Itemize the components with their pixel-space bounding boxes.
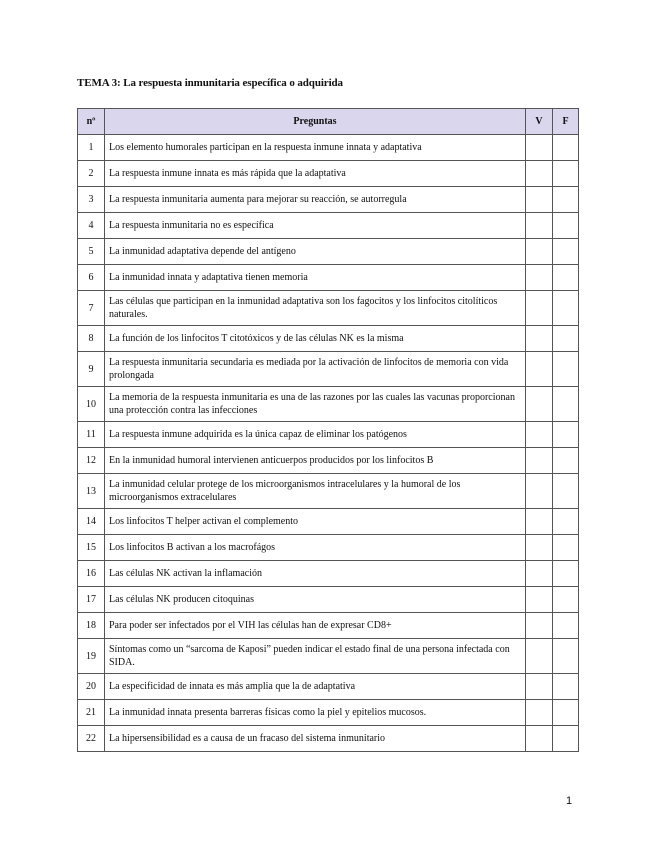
answer-true-cell[interactable] xyxy=(526,326,553,352)
answer-true-cell[interactable] xyxy=(526,587,553,613)
table-header-row xyxy=(78,109,579,135)
answer-true-cell[interactable] xyxy=(526,422,553,448)
answer-false-cell[interactable] xyxy=(553,639,579,674)
row-number: 5 xyxy=(78,239,105,265)
table-row xyxy=(78,213,579,239)
answer-true-cell[interactable] xyxy=(526,674,553,700)
answer-true-cell[interactable] xyxy=(526,613,553,639)
row-number: 20 xyxy=(78,674,105,700)
table-row xyxy=(78,561,579,587)
answer-false-cell[interactable] xyxy=(553,474,579,509)
answer-true-cell[interactable] xyxy=(526,161,553,187)
answer-true-cell[interactable] xyxy=(526,509,553,535)
table-row xyxy=(78,422,579,448)
table-row xyxy=(78,674,579,700)
answer-true-cell[interactable] xyxy=(526,700,553,726)
answer-false-cell[interactable] xyxy=(553,613,579,639)
question-text: Las células NK activan la inflamación xyxy=(105,561,526,587)
table-row xyxy=(78,587,579,613)
answer-false-cell[interactable] xyxy=(553,535,579,561)
row-number: 11 xyxy=(78,422,105,448)
row-number: 7 xyxy=(78,291,105,326)
answer-true-cell[interactable] xyxy=(526,187,553,213)
answer-true-cell[interactable] xyxy=(526,213,553,239)
question-text: La especificidad de innata es más amplia que la de adaptativa xyxy=(105,674,526,700)
question-text: La hipersensibilidad es a causa de un fracaso del sistema inmunitario xyxy=(105,726,526,752)
answer-true-cell[interactable] xyxy=(526,726,553,752)
question-text: La inmunidad adaptativa depende del antígeno xyxy=(105,239,526,265)
answer-false-cell[interactable] xyxy=(553,135,579,161)
answer-false-cell[interactable] xyxy=(553,239,579,265)
answer-false-cell[interactable] xyxy=(553,352,579,387)
header-false: F xyxy=(553,109,579,135)
answer-false-cell[interactable] xyxy=(553,509,579,535)
table-row xyxy=(78,161,579,187)
table-row xyxy=(78,135,579,161)
answer-false-cell[interactable] xyxy=(553,587,579,613)
answer-true-cell[interactable] xyxy=(526,239,553,265)
header-questions: Preguntas xyxy=(105,109,526,135)
row-number: 15 xyxy=(78,535,105,561)
question-text: Las células que participan en la inmunidad adaptativa son los fagocitos y los linfocitos citolíticos naturales. xyxy=(105,291,526,326)
table-row xyxy=(78,239,579,265)
answer-false-cell[interactable] xyxy=(553,700,579,726)
table-row xyxy=(78,474,579,509)
answer-false-cell[interactable] xyxy=(553,187,579,213)
answer-true-cell[interactable] xyxy=(526,387,553,422)
table-row xyxy=(78,352,579,387)
row-number: 22 xyxy=(78,726,105,752)
row-number: 8 xyxy=(78,326,105,352)
row-number: 4 xyxy=(78,213,105,239)
question-text: La inmunidad innata y adaptativa tienen memoria xyxy=(105,265,526,291)
question-text: Los linfocitos B activan a los macrofágos xyxy=(105,535,526,561)
answer-true-cell[interactable] xyxy=(526,291,553,326)
table-row xyxy=(78,509,579,535)
table-row xyxy=(78,448,579,474)
answer-false-cell[interactable] xyxy=(553,265,579,291)
row-number: 17 xyxy=(78,587,105,613)
question-text: La memoria de la respuesta inmunitaria es una de las razones por las cuales las vacunas proporcionan una protección contra las infecciones xyxy=(105,387,526,422)
row-number: 18 xyxy=(78,613,105,639)
question-text: La respuesta inmunitaria aumenta para mejorar su reacción, se autorregula xyxy=(105,187,526,213)
table-row xyxy=(78,187,579,213)
question-text: Síntomas como un “sarcoma de Kaposi” pueden indicar el estado final de una persona infectada con SIDA. xyxy=(105,639,526,674)
answer-false-cell[interactable] xyxy=(553,161,579,187)
question-text: La respuesta inmunitaria secundaria es mediada por la activación de linfocitos de memoria con vida prolongada xyxy=(105,352,526,387)
table-row xyxy=(78,291,579,326)
row-number: 3 xyxy=(78,187,105,213)
answer-true-cell[interactable] xyxy=(526,352,553,387)
row-number: 1 xyxy=(78,135,105,161)
table-row xyxy=(78,265,579,291)
row-number: 12 xyxy=(78,448,105,474)
answer-false-cell[interactable] xyxy=(553,448,579,474)
row-number: 6 xyxy=(78,265,105,291)
question-text: La inmunidad innata presenta barreras físicas como la piel y epitelios mucosos. xyxy=(105,700,526,726)
question-text: Las células NK producen citoquinas xyxy=(105,587,526,613)
answer-true-cell[interactable] xyxy=(526,474,553,509)
question-text: La función de los linfocitos T citotóxicos y de las células NK es la misma xyxy=(105,326,526,352)
question-text: Los linfocitos T helper activan el complemento xyxy=(105,509,526,535)
answer-true-cell[interactable] xyxy=(526,639,553,674)
row-number: 13 xyxy=(78,474,105,509)
answer-true-cell[interactable] xyxy=(526,265,553,291)
answer-true-cell[interactable] xyxy=(526,535,553,561)
row-number: 14 xyxy=(78,509,105,535)
table-row xyxy=(78,387,579,422)
row-number: 2 xyxy=(78,161,105,187)
row-number: 10 xyxy=(78,387,105,422)
row-number: 16 xyxy=(78,561,105,587)
header-number: nº xyxy=(78,109,105,135)
question-text: La respuesta inmune adquirida es la única capaz de eliminar los patógenos xyxy=(105,422,526,448)
question-text: Para poder ser infectados por el VIH las células han de expresar CD8+ xyxy=(105,613,526,639)
table-row xyxy=(78,700,579,726)
answer-false-cell[interactable] xyxy=(553,387,579,422)
answer-true-cell[interactable] xyxy=(526,561,553,587)
page-number: 1 xyxy=(566,795,573,807)
answer-false-cell[interactable] xyxy=(553,422,579,448)
answer-false-cell[interactable] xyxy=(553,326,579,352)
answer-false-cell[interactable] xyxy=(553,674,579,700)
answer-false-cell[interactable] xyxy=(553,726,579,752)
header-true: V xyxy=(526,109,553,135)
answer-true-cell[interactable] xyxy=(526,448,553,474)
document-title: TEMA 3: La respuesta inmunitaria específica o adquirida xyxy=(77,77,343,89)
table-row xyxy=(78,535,579,561)
questions-table xyxy=(77,108,579,752)
answer-false-cell[interactable] xyxy=(553,291,579,326)
question-text: En la inmunidad humoral intervienen anticuerpos producidos por los linfocitos B xyxy=(105,448,526,474)
answer-false-cell[interactable] xyxy=(553,561,579,587)
answer-true-cell[interactable] xyxy=(526,135,553,161)
question-text: La inmunidad celular protege de los microorganismos intracelulares y la humoral de los microorganismos extracelulares xyxy=(105,474,526,509)
table-row xyxy=(78,639,579,674)
row-number: 21 xyxy=(78,700,105,726)
question-text: La respuesta inmunitaria no es específica xyxy=(105,213,526,239)
row-number: 19 xyxy=(78,639,105,674)
question-text: La respuesta inmune innata es más rápida que la adaptativa xyxy=(105,161,526,187)
answer-false-cell[interactable] xyxy=(553,213,579,239)
question-text: Los elemento humorales participan en la respuesta inmune innata y adaptativa xyxy=(105,135,526,161)
table-row xyxy=(78,726,579,752)
table-row xyxy=(78,613,579,639)
table-row xyxy=(78,326,579,352)
row-number: 9 xyxy=(78,352,105,387)
